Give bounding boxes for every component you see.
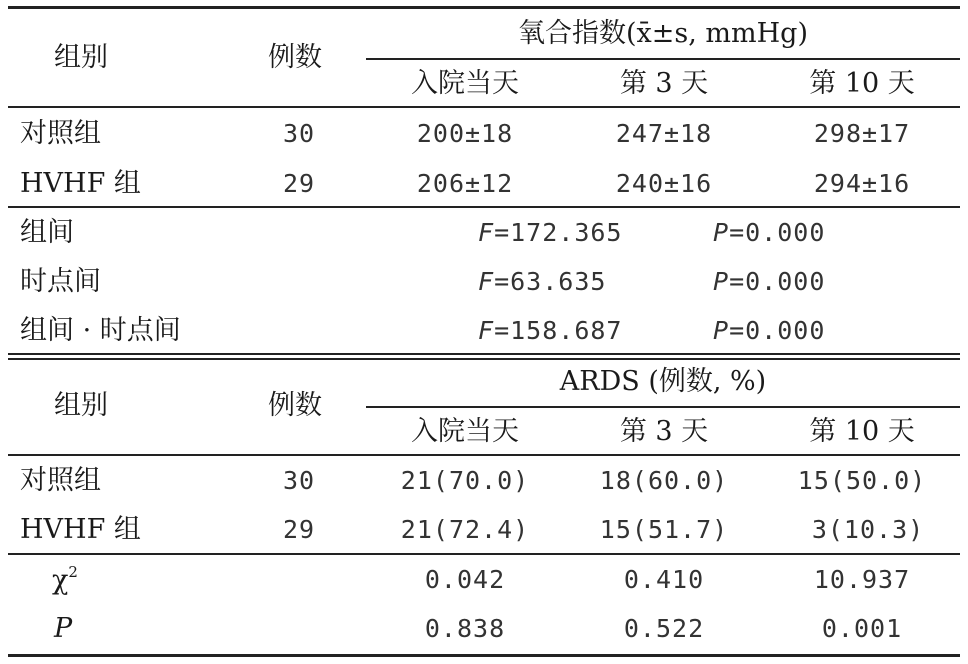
col2-admission: 入院当天 (411, 416, 519, 447)
data2-bottom-rule (8, 553, 960, 555)
row1-d0: 200±18 (416, 119, 514, 148)
p-symbol: P (713, 316, 730, 345)
row1-d3: 247±18 (615, 119, 713, 148)
p-d10: 0.001 (821, 614, 903, 643)
results-table (8, 0, 960, 664)
p-symbol: P (713, 218, 730, 247)
header2-bottom-rule (8, 454, 960, 456)
p-d3: 0.522 (623, 614, 705, 643)
header-n: 例数 (268, 42, 322, 73)
f-symbol: F (478, 218, 495, 247)
row4-n: 29 (282, 515, 316, 544)
chi-square-label (52, 565, 78, 594)
row2-d3: 240±16 (615, 169, 713, 198)
stat2-p-value: =0.000 (729, 267, 826, 296)
chi-d0: 0.042 (424, 565, 506, 594)
chi-symbol: χ (52, 565, 69, 596)
chi-d10: 10.937 (813, 565, 911, 594)
double-rule-top (8, 353, 960, 355)
p-row-label: P (54, 613, 73, 644)
stat2-label: 时点间 (20, 266, 101, 297)
stat2-f-value: =63.635 (494, 267, 607, 296)
double-rule-bottom (8, 358, 960, 360)
row4-d10: 3(10.3) (811, 515, 925, 544)
col-day3: 第 3 天 (619, 68, 709, 99)
row4-d0: 21(72.4) (400, 515, 530, 544)
header-span-text: 氧合指数(x̄±s, mmHg) (518, 18, 808, 49)
header-oxygenation-index (518, 20, 808, 47)
row2-n: 29 (282, 169, 316, 198)
stat1-f (478, 220, 622, 245)
stat1-p-value: =0.000 (729, 218, 826, 247)
row3-n: 30 (282, 466, 316, 495)
col2-day3: 第 3 天 (619, 416, 709, 447)
row1-group: 对照组 (20, 118, 101, 149)
header2-n: 例数 (268, 390, 322, 421)
data-bottom-rule (8, 206, 960, 208)
row2-d0: 206±12 (416, 169, 514, 198)
header-ards: ARDS (例数, %) (559, 366, 767, 397)
row1-d10: 298±17 (813, 119, 911, 148)
p-d0: 0.838 (424, 614, 506, 643)
p-symbol: P (713, 267, 730, 296)
stat1-f-value: =172.365 (494, 218, 623, 247)
subheader-rule (366, 58, 960, 60)
f-symbol: F (478, 316, 495, 345)
col2-day10: 第 10 天 (809, 416, 915, 447)
subheader2-rule (366, 406, 960, 408)
row4-d3: 15(51.7) (599, 515, 729, 544)
row2-d10: 294±16 (813, 169, 911, 198)
row3-d0: 21(70.0) (400, 466, 530, 495)
chi-d3: 0.410 (623, 565, 705, 594)
stat3-p-value: =0.000 (729, 316, 826, 345)
stat2-f (478, 269, 606, 294)
col-admission: 入院当天 (411, 68, 519, 99)
col-day10: 第 10 天 (809, 68, 915, 99)
row4-group: HVHF 组 (20, 514, 141, 545)
header2-group: 组别 (54, 390, 108, 421)
header-bottom-rule (8, 106, 960, 108)
row2-group: HVHF 组 (20, 168, 141, 199)
f-symbol: F (478, 267, 495, 296)
stat1-label: 组间 (20, 217, 74, 248)
row3-group: 对照组 (20, 465, 101, 496)
row3-d10: 15(50.0) (797, 466, 927, 495)
top-rule (8, 6, 960, 9)
stat1-p (713, 220, 825, 245)
stat3-f-value: =158.687 (494, 316, 623, 345)
header-group: 组别 (54, 42, 108, 73)
stat3-f (478, 318, 622, 343)
row1-n: 30 (282, 119, 316, 148)
chi-superscript: 2 (68, 563, 78, 581)
stat3-label: 组间 · 时点间 (20, 315, 181, 346)
stat3-p (713, 318, 825, 343)
bottom-rule (8, 654, 960, 657)
stat2-p (713, 269, 825, 294)
row3-d3: 18(60.0) (599, 466, 729, 495)
